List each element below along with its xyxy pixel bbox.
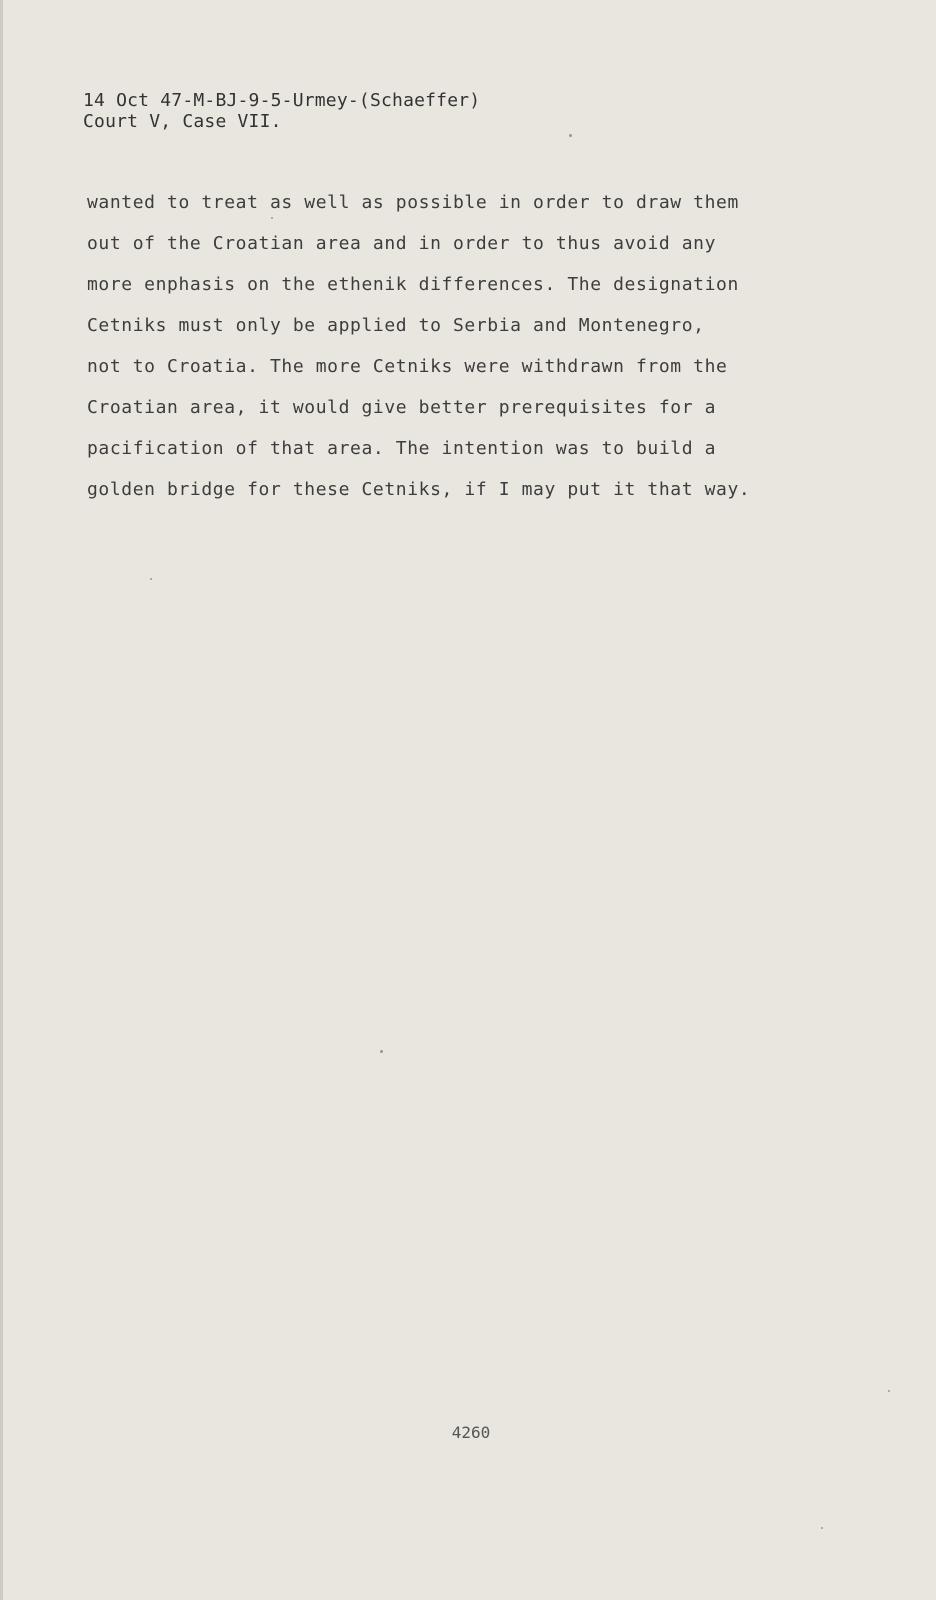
page-number: 4260: [451, 1423, 491, 1442]
text-line: more enphasis on the ethenik differences. The designation: [87, 274, 739, 295]
paper-speck: [271, 217, 273, 219]
paper-speck: [821, 1527, 823, 1529]
text-line: pacification of that area. The intention was to build a: [87, 438, 717, 459]
text-line: not to Croatia. The more Cetniks were withdrawn from the: [87, 356, 728, 377]
text-line: wanted to treat as well as possible in order to draw them: [87, 192, 739, 213]
testimony-text: [87, 182, 887, 510]
header-reference-line: 14 Oct 47-M-BJ-9-5-Urmey-(Schaeffer): [83, 90, 481, 111]
paper-speck: [888, 1390, 890, 1392]
header-court-line: Court V, Case VII.: [83, 111, 282, 132]
paper-speck: [150, 578, 152, 580]
paper-speck: [380, 1050, 383, 1053]
text-line: Croatian area, it would give better prerequisites for a: [87, 397, 717, 418]
paper-speck: [569, 134, 572, 137]
document-header: [83, 90, 480, 132]
text-line: out of the Croatian area and in order to thus avoid any: [87, 233, 717, 254]
text-line: golden bridge for these Cetniks, if I may put it that way.: [87, 479, 751, 500]
text-line: Cetniks must only be applied to Serbia and Montenegro,: [87, 315, 705, 336]
